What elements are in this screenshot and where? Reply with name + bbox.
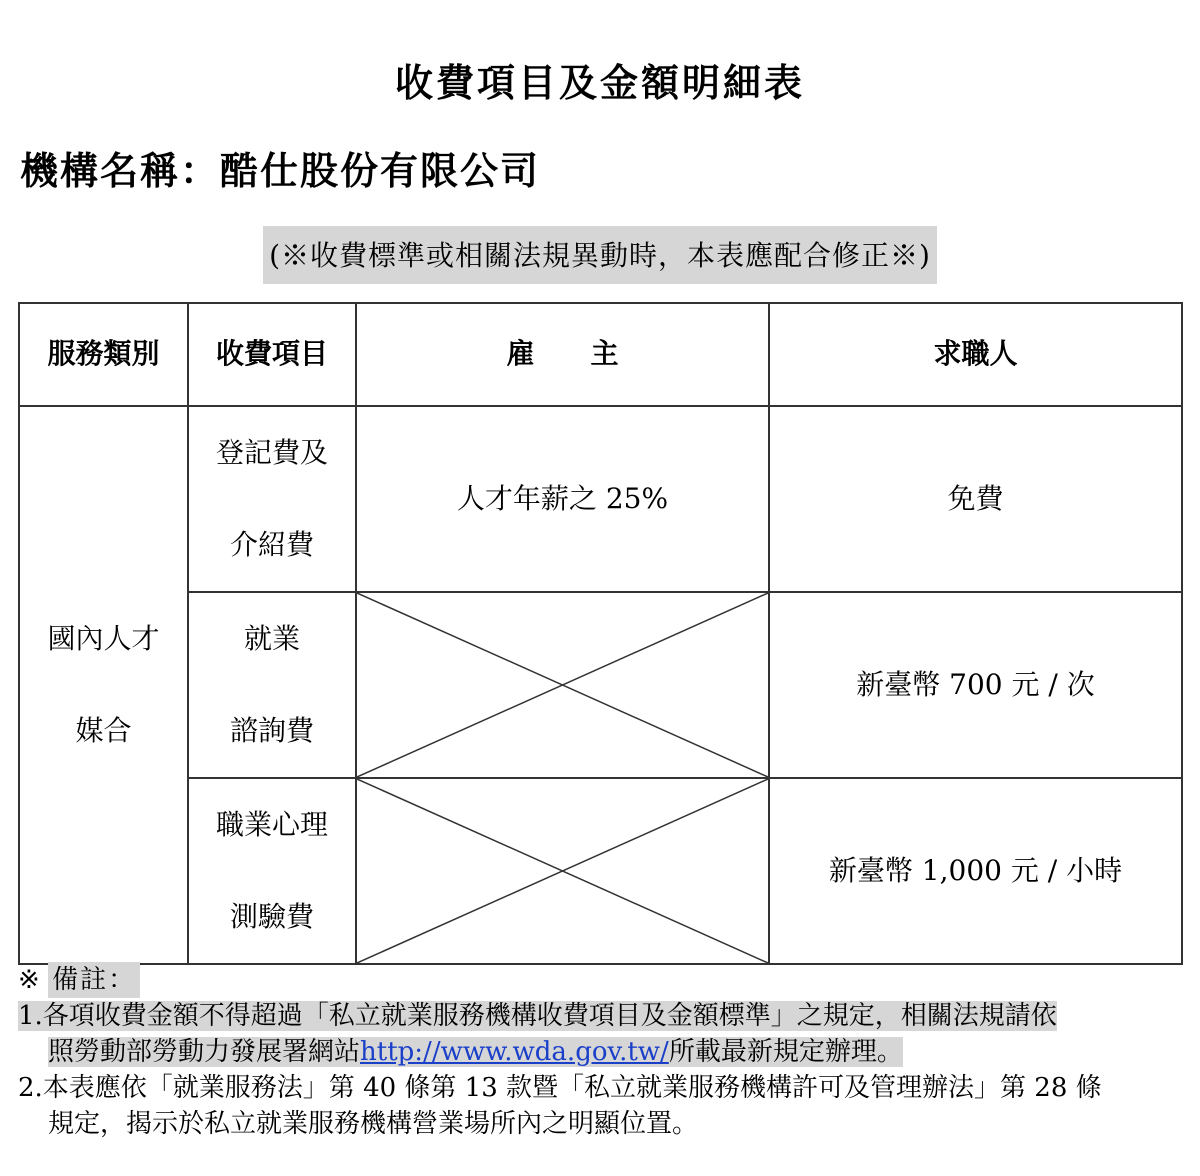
wda-website-link[interactable]: http://www.wda.gov.tw/ <box>360 1037 669 1067</box>
not-applicable-cell <box>356 778 769 964</box>
cross-out-mark <box>357 779 768 963</box>
reference-mark: ※ <box>18 965 40 995</box>
note-2-continuation: 規定，揭示於私立就業服務機構營業場所內之明顯位置。 <box>48 1109 699 1139</box>
note-1-text-end: 所載最新規定辦理。 <box>668 1037 903 1067</box>
organization-name: 酷仕股份有限公司 <box>220 148 541 193</box>
header-employer: 雇 主 <box>356 303 769 406</box>
page-title: 收費項目及金額明細表 <box>394 60 805 105</box>
category-line: 媒合 <box>75 714 132 747</box>
note-2: 2.本表應依「就業服務法」第 40 條第 13 款暨「私立就業服務機構許可及管理辦法」第 28 條 <box>18 1073 1102 1103</box>
fee-item-line: 職業心理 <box>215 808 328 841</box>
table-header-row <box>19 303 1182 406</box>
table-row <box>19 592 1182 778</box>
notice-wrapper <box>0 226 1200 284</box>
fee-item-cell <box>188 406 356 592</box>
service-category-cell <box>19 406 188 964</box>
fee-item-line: 介紹費 <box>229 528 314 561</box>
note-1 <box>18 998 1188 1034</box>
fee-item-line: 就業 <box>243 622 300 655</box>
notes-heading <box>18 962 1188 998</box>
organization-label: 機構名稱： <box>20 148 221 193</box>
organization-line <box>20 140 540 195</box>
table-row <box>19 406 1182 592</box>
fee-item-line: 諮詢費 <box>229 714 314 747</box>
not-applicable-cell <box>356 592 769 778</box>
header-fee-item: 收費項目 <box>188 303 356 406</box>
category-line: 國內人才 <box>47 622 160 655</box>
header-service-category: 服務類別 <box>19 303 188 406</box>
seeker-fee-cell: 新臺幣 1,000 元 / 小時 <box>769 778 1182 964</box>
notes-label: 備註： <box>48 962 140 998</box>
note-1-line-2 <box>48 1037 903 1067</box>
employer-fee-cell: 人才年薪之 25% <box>356 406 769 592</box>
note-1-continuation <box>18 1034 1188 1070</box>
fee-table <box>18 302 1183 965</box>
fee-item-cell <box>188 592 356 778</box>
revision-notice: (※收費標準或相關法規異動時，本表應配合修正※) <box>263 226 937 284</box>
table-row <box>19 778 1182 964</box>
cross-out-mark <box>357 593 768 777</box>
fee-item-cell <box>188 778 356 964</box>
fee-item-line: 登記費及 <box>215 436 328 469</box>
header-job-seeker: 求職人 <box>769 303 1182 406</box>
seeker-fee-cell: 新臺幣 700 元 / 次 <box>769 592 1182 778</box>
notes-section <box>18 962 1188 1142</box>
note-1-line-1: 1.各項收費金額不得超過「私立就業服務機構收費項目及金額標準」之規定，相關法規請依 <box>18 1001 1057 1031</box>
seeker-fee-cell: 免費 <box>769 406 1182 592</box>
note-1-text: 照勞動部勞動力發展署網站 <box>48 1037 361 1067</box>
fee-item-line: 測驗費 <box>229 900 314 933</box>
